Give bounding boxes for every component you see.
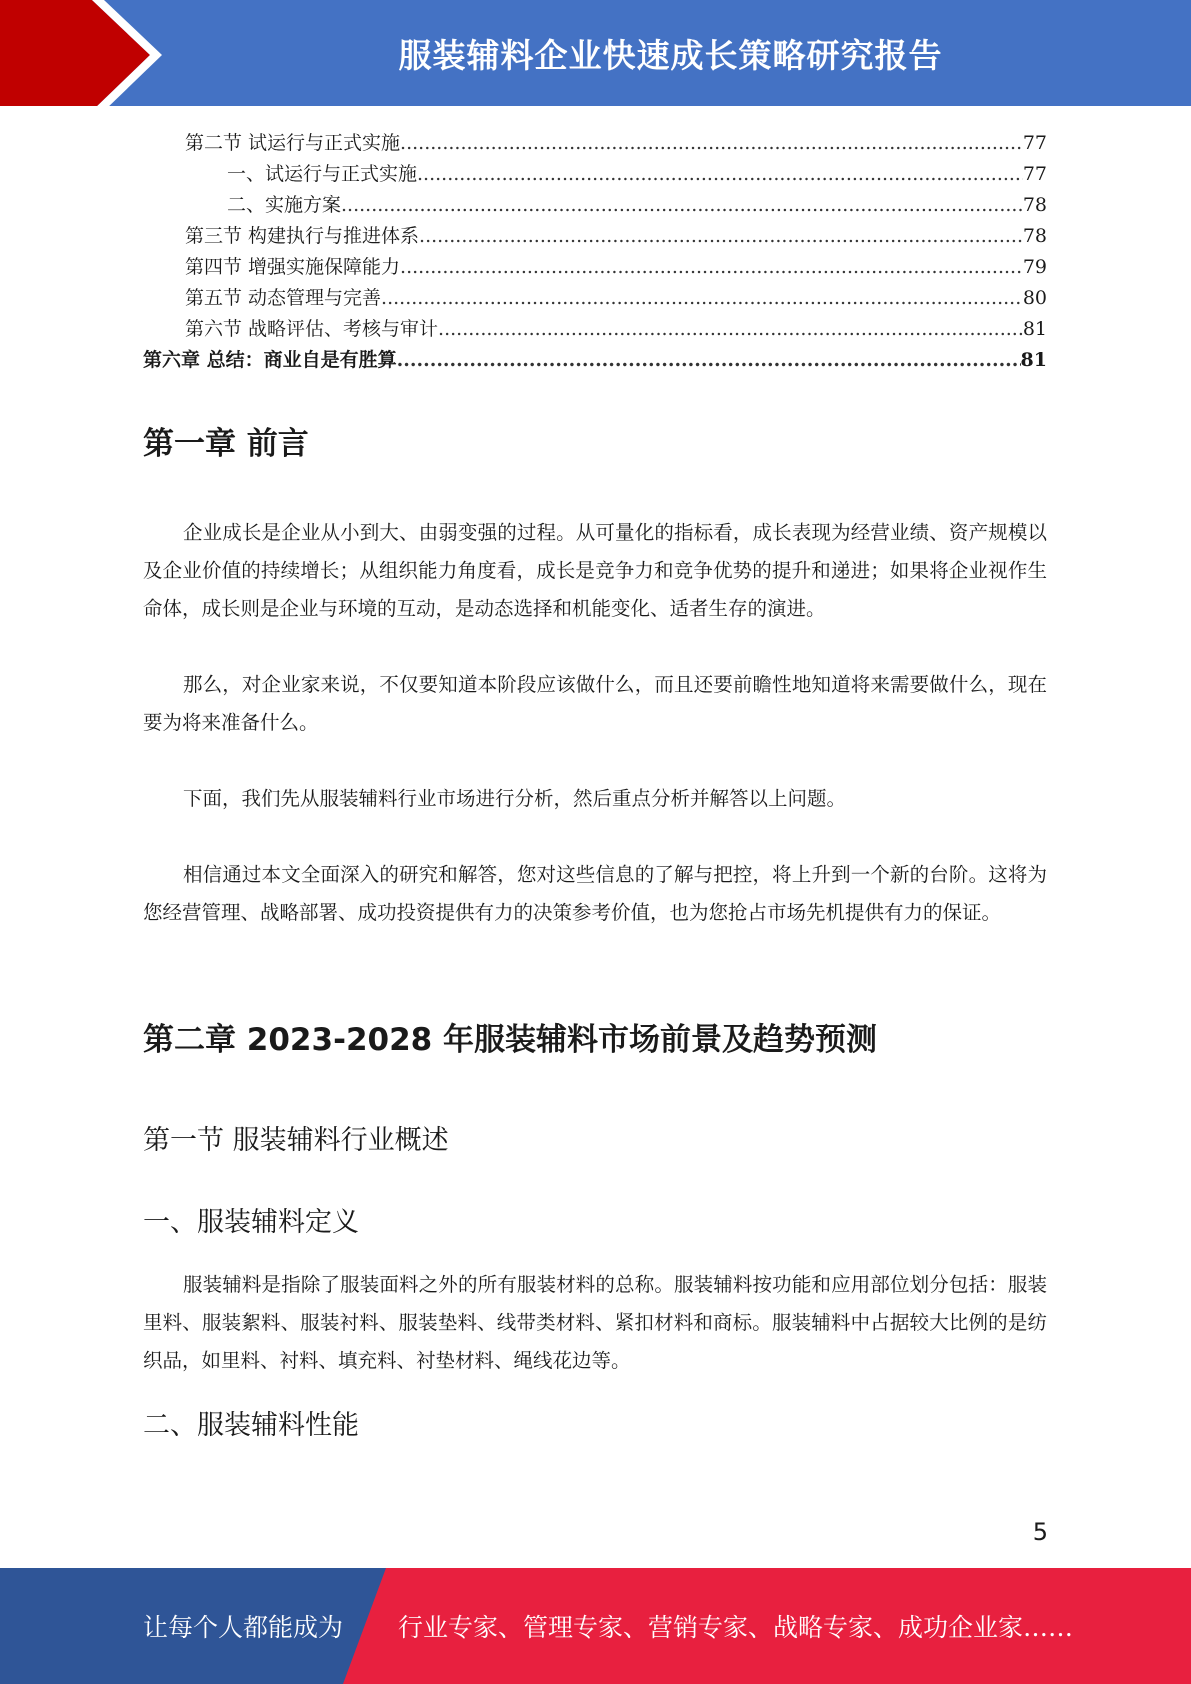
toc-entry-page: 78 — [1022, 194, 1047, 216]
toc-entry-label: 第六章 总结：商业自是有胜算 — [143, 349, 397, 371]
toc-entry-page: 77 — [1022, 132, 1047, 154]
toc-entry-page: 81 — [1020, 349, 1047, 371]
chapter-1-heading: 第一章 前言 — [143, 426, 309, 462]
toc-entry[interactable] — [143, 252, 1047, 283]
toc-entry-label: 第二节 试运行与正式实施 — [185, 132, 401, 154]
toc-entry[interactable] — [143, 128, 1047, 159]
toc-entry-page: 79 — [1022, 256, 1047, 278]
chapter-1-paragraph: 那么，对企业家来说，不仅要知道本阶段应该做什么，而且还要前瞻性地知道将来需要做什么，现在要为将来准备什么。 — [143, 673, 1047, 734]
footer-slogan-right: 行业专家、管理专家、营销专家、战略专家、成功企业家…… — [398, 1613, 1074, 1642]
toc-entry-label: 第六节 战略评估、考核与审计 — [185, 318, 439, 340]
section-1-heading: 第一节 服装辅料行业概述 — [143, 1125, 449, 1156]
toc-entry-label: 第四节 增强实施保障能力 — [185, 256, 401, 278]
toc-entry[interactable] — [143, 221, 1047, 252]
subsection-1-heading: 一、服装辅料定义 — [143, 1207, 359, 1238]
page-number: 5 — [1032, 1518, 1048, 1546]
toc-leader-dots — [381, 283, 1023, 314]
toc-entry-chapter[interactable] — [143, 345, 1047, 376]
toc-leader-dots — [417, 159, 1023, 190]
footer-slogan-left: 让每个人都能成为 — [143, 1613, 344, 1642]
toc-entry-label: 一、试运行与正式实施 — [227, 163, 418, 185]
subsection-1-paragraph: 服装辅料是指除了服装面料之外的所有服装材料的总称。服装辅料按功能和应用部位划分包括：服装里料、服装絮料、服装衬料、服装垫料、线带类材料、紧扣材料和商标。服装辅料中占据较大比例的是纺织品，如里料、衬料、填充料、衬垫材料、绳线花边等。 — [143, 1273, 1047, 1372]
toc-entry[interactable] — [143, 283, 1047, 314]
table-of-contents — [143, 128, 1047, 376]
subsection-2-heading: 二、服装辅料性能 — [143, 1410, 359, 1441]
toc-leader-dots — [419, 221, 1023, 252]
chapter-1-paragraph: 下面，我们先从服装辅料行业市场进行分析，然后重点分析并解答以上问题。 — [183, 787, 847, 810]
toc-entry[interactable] — [143, 314, 1047, 345]
chapter-1-paragraph: 企业成长是企业从小到大、由弱变强的过程。从可量化的指标看，成长表现为经营业绩、资产规模以及企业价值的持续增长；从组织能力角度看，成长是竞争力和竞争优势的提升和递进；如果将企业视作生命体，成长则是企业与环境的互动，是动态选择和机能变化、适者生存的演进。 — [143, 521, 1047, 620]
toc-entry-label: 第三节 构建执行与推进体系 — [185, 225, 420, 247]
toc-leader-dots — [341, 190, 1023, 221]
page-header — [0, 0, 1191, 111]
toc-entry[interactable] — [143, 190, 1047, 221]
toc-entry[interactable] — [143, 159, 1047, 190]
toc-entry-page: 77 — [1022, 163, 1047, 185]
toc-leader-dots — [400, 128, 1023, 159]
toc-entry-page: 78 — [1022, 225, 1047, 247]
page-footer — [0, 1568, 1191, 1684]
toc-entry-label: 二、实施方案 — [227, 194, 342, 216]
header-red-arrow — [0, 0, 150, 111]
toc-entry-page: 81 — [1022, 318, 1047, 340]
header-bottom-rule — [0, 106, 1191, 111]
toc-entry-label: 第五节 动态管理与完善 — [185, 287, 382, 309]
toc-entry-page: 80 — [1022, 287, 1047, 309]
toc-leader-dots — [438, 314, 1023, 345]
toc-leader-dots — [397, 345, 1021, 376]
chapter-2-heading: 第二章 2023-2028 年服装辅料市场前景及趋势预测 — [143, 1022, 878, 1058]
header-title: 服装辅料企业快速成长策略研究报告 — [398, 35, 943, 75]
toc-leader-dots — [400, 252, 1023, 283]
chapter-1-paragraph: 相信通过本文全面深入的研究和解答，您对这些信息的了解与把控，将上升到一个新的台阶。这将为您经营管理、战略部署、成功投资提供有力的决策参考价值，也为您抢占市场先机提供有力的保证。 — [143, 863, 1047, 924]
